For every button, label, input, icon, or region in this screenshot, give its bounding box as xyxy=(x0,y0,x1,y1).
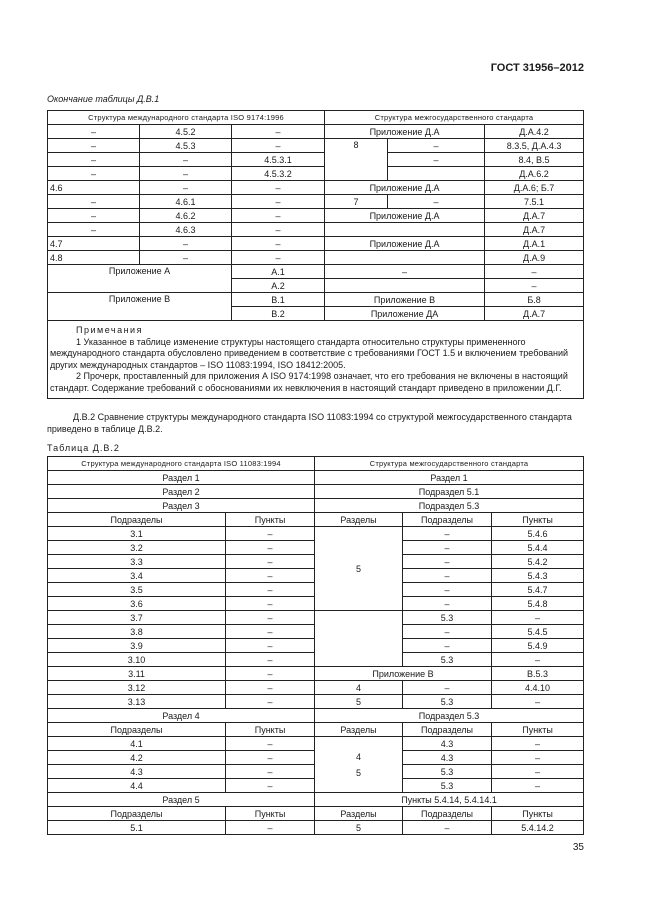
cell: – xyxy=(48,153,140,167)
cell: 3.9 xyxy=(48,639,226,653)
cell: 3.3 xyxy=(48,555,226,569)
table-row xyxy=(48,681,584,695)
cell: – xyxy=(232,125,325,139)
cell xyxy=(325,223,485,237)
cell: – xyxy=(226,555,315,569)
cell: Б.8 xyxy=(485,293,584,307)
cell: Раздел 2 xyxy=(48,485,315,499)
cell: 4.5.2 xyxy=(140,125,232,139)
cell: Подразделы xyxy=(48,513,226,527)
cell: Раздел 5 xyxy=(48,793,315,807)
notes-cell xyxy=(48,321,584,399)
cell: – xyxy=(226,779,315,793)
cell: 5.4.4 xyxy=(492,541,584,555)
cell: 4.1 xyxy=(48,737,226,751)
cell: 5.4.14.2 xyxy=(492,821,584,835)
cell: Пункты xyxy=(226,513,315,527)
cell-line: 5 xyxy=(356,767,362,778)
section-row xyxy=(48,793,584,807)
cell: – xyxy=(48,125,140,139)
cell: – xyxy=(388,195,485,209)
cell: Пункты xyxy=(492,513,584,527)
notes-title: Примечания xyxy=(76,325,143,335)
doc-header: ГОСТ 31956–2012 xyxy=(490,62,584,74)
table-row xyxy=(48,667,584,681)
cell: – xyxy=(226,695,315,709)
cell: Раздел 1 xyxy=(315,471,584,485)
note-1: 1 Указанное в таблице изменение структуры настоящего стандарта относительно структуры примененного международного стандарта обусловлено приведением в соответствие с требованиями ГОСТ 1.5 и включением требований других международных стандартов – ISO 11083:1994, ISO 18412:2005. xyxy=(50,336,569,370)
cell: – xyxy=(226,751,315,765)
cell: – xyxy=(226,611,315,625)
cell: – xyxy=(403,597,492,611)
cell: Д.А.7 xyxy=(485,223,584,237)
cell: – xyxy=(403,639,492,653)
cell: – xyxy=(226,583,315,597)
cell: Приложение Д.А xyxy=(325,181,485,195)
cell: 5.4.3 xyxy=(492,569,584,583)
cell: 4.5.3 xyxy=(140,139,232,153)
cell: – xyxy=(48,167,140,181)
cell: 3.6 xyxy=(48,597,226,611)
cell: 3.1 xyxy=(48,527,226,541)
cell: 5.3 xyxy=(403,695,492,709)
cell: Пункты xyxy=(492,723,584,737)
table-row xyxy=(48,195,584,209)
cell: Подразделы xyxy=(403,807,492,821)
table-row xyxy=(48,223,584,237)
cell: Пункты xyxy=(492,807,584,821)
cell: – xyxy=(485,265,584,279)
cell: 5.4.9 xyxy=(492,639,584,653)
table2-caption: Таблица Д.В.2 xyxy=(47,443,120,453)
cell: В.2 xyxy=(232,307,325,321)
cell-line: 4 xyxy=(356,751,362,762)
section-row xyxy=(48,709,584,723)
cell: – xyxy=(226,737,315,751)
cell: Раздел 3 xyxy=(48,499,315,513)
note-2: 2 Прочерк, проставленный для приложения А ISO 9174:1998 означает, что его требования не включены в настоящий стандарт. Содержание требований с обоснованиями их невключения в настоящий стандарт приведено в приложении Д.Г. xyxy=(50,371,568,393)
header-international: Структура международного стандарта ISO 11083:1994 xyxy=(48,457,315,471)
cell: 5 xyxy=(315,821,403,835)
cell: – xyxy=(403,555,492,569)
cell: – xyxy=(492,611,584,625)
cell: – xyxy=(48,209,140,223)
cell: – xyxy=(226,681,315,695)
cell: В.1 xyxy=(232,293,325,307)
cell: 5.3 xyxy=(403,611,492,625)
table-row xyxy=(48,695,584,709)
column-header-row xyxy=(48,513,584,527)
cell: Пункты xyxy=(226,807,315,821)
cell: 4.3 xyxy=(403,737,492,751)
cell: Приложение В xyxy=(325,293,485,307)
cell: Подраздел 5.3 xyxy=(315,709,584,723)
table-row xyxy=(48,125,584,139)
cell: – xyxy=(48,223,140,237)
cell: – xyxy=(232,139,325,153)
cell: – xyxy=(403,583,492,597)
cell: – xyxy=(226,541,315,555)
cell: 7 xyxy=(325,195,388,209)
table-row xyxy=(48,293,584,307)
cell: – xyxy=(226,821,315,835)
cell: – xyxy=(226,527,315,541)
cell: – xyxy=(140,167,232,181)
cell: Приложение Д.А xyxy=(325,209,485,223)
cell: 4.3 xyxy=(403,751,492,765)
cell: – xyxy=(492,737,584,751)
cell: – xyxy=(492,751,584,765)
cell: Д.А.7 xyxy=(485,209,584,223)
cell: 5.3 xyxy=(403,779,492,793)
cell: 4.6.3 xyxy=(140,223,232,237)
cell: 5 xyxy=(315,527,403,611)
cell: 4.6 xyxy=(48,181,140,195)
cell: – xyxy=(492,779,584,793)
cell xyxy=(325,251,485,265)
cell: – xyxy=(325,265,485,279)
table-row xyxy=(48,139,584,153)
cell: Разделы xyxy=(315,723,403,737)
cell: – xyxy=(232,223,325,237)
cell: Приложение В xyxy=(315,667,492,681)
cell: Д.А.7 xyxy=(485,307,584,321)
cell: Пункты 5.4.14, 5.4.14.1 xyxy=(315,793,584,807)
table-row xyxy=(48,167,584,181)
cell: – xyxy=(403,541,492,555)
cell: А.2 xyxy=(232,279,325,293)
table-header-row xyxy=(48,457,584,471)
cell: 3.2 xyxy=(48,541,226,555)
section-row xyxy=(48,471,584,485)
cell: 5.3 xyxy=(403,765,492,779)
cell: Д.А.6; Б.7 xyxy=(485,181,584,195)
cell: 4.6.1 xyxy=(140,195,232,209)
cell: – xyxy=(48,195,140,209)
table-row xyxy=(48,265,584,279)
cell: Подраздел 5.3 xyxy=(315,499,584,513)
cell xyxy=(325,279,485,293)
cell: – xyxy=(492,653,584,667)
cell: Подразделы xyxy=(48,723,226,737)
cell: – xyxy=(485,279,584,293)
cell: Разделы xyxy=(315,513,403,527)
column-header-row xyxy=(48,723,584,737)
cell xyxy=(315,737,403,793)
header-interstate: Структура межгосударственного стандарта xyxy=(315,457,584,471)
cell: Подразделы xyxy=(403,723,492,737)
cell: 4.7 xyxy=(48,237,140,251)
cell: – xyxy=(226,569,315,583)
cell: 4.6.2 xyxy=(140,209,232,223)
header-international: Структура международного стандарта ISO 9174:1996 xyxy=(48,111,325,125)
cell: 4 xyxy=(315,681,403,695)
cell: – xyxy=(140,181,232,195)
cell: 3.4 xyxy=(48,569,226,583)
cell: 5.4.8 xyxy=(492,597,584,611)
cell: 5.4.5 xyxy=(492,625,584,639)
table-row xyxy=(48,821,584,835)
table-row xyxy=(48,611,584,625)
page-number: 35 xyxy=(572,842,584,853)
cell: – xyxy=(226,639,315,653)
cell: Приложение Д.А xyxy=(325,237,485,251)
cell: Д.А.1 xyxy=(485,237,584,251)
section-row xyxy=(48,499,584,513)
cell: – xyxy=(403,569,492,583)
cell: – xyxy=(388,139,485,153)
cell: – xyxy=(48,139,140,153)
cell: Подраздел 5.1 xyxy=(315,485,584,499)
table-row xyxy=(48,209,584,223)
cell: – xyxy=(232,195,325,209)
cell: – xyxy=(388,153,485,167)
cell: 8 xyxy=(325,139,388,181)
cell: 8.4, В.5 xyxy=(485,153,584,167)
table-header-row xyxy=(48,111,584,125)
cell: Д.А.4.2 xyxy=(485,125,584,139)
cell: – xyxy=(492,765,584,779)
cell: 5.4.2 xyxy=(492,555,584,569)
cell: 4.8 xyxy=(48,251,140,265)
cell: 4.4.10 xyxy=(492,681,584,695)
cell xyxy=(388,167,485,181)
cell: – xyxy=(403,527,492,541)
cell: – xyxy=(403,821,492,835)
cell: 3.7 xyxy=(48,611,226,625)
table-row xyxy=(48,153,584,167)
table-row xyxy=(48,251,584,265)
cell: 7.5.1 xyxy=(485,195,584,209)
cell: – xyxy=(226,625,315,639)
header-interstate: Структура межгосударственного стандарта xyxy=(325,111,584,125)
cell: – xyxy=(232,251,325,265)
cell: 4.4 xyxy=(48,779,226,793)
cell: 3.8 xyxy=(48,625,226,639)
cell: Пункты xyxy=(226,723,315,737)
cell: 3.5 xyxy=(48,583,226,597)
cell: 8.3.5, Д.А.4.3 xyxy=(485,139,584,153)
section-row xyxy=(48,485,584,499)
cell: 5.3 xyxy=(403,653,492,667)
cell xyxy=(315,611,403,667)
cell: Приложение В xyxy=(48,293,232,321)
cell: Подразделы xyxy=(403,513,492,527)
cell: Раздел 4 xyxy=(48,709,315,723)
cell: – xyxy=(140,153,232,167)
cell: В.5.3 xyxy=(492,667,584,681)
cell: Подразделы xyxy=(48,807,226,821)
column-header-row xyxy=(48,807,584,821)
cell: – xyxy=(403,681,492,695)
cell: – xyxy=(226,667,315,681)
cell: – xyxy=(226,765,315,779)
table-db1-end xyxy=(47,110,584,399)
cell: – xyxy=(226,653,315,667)
cell: – xyxy=(403,625,492,639)
cell: Д.А.9 xyxy=(485,251,584,265)
cell: Разделы xyxy=(315,807,403,821)
table-db2 xyxy=(47,456,584,835)
cell: 3.13 xyxy=(48,695,226,709)
cell: Раздел 1 xyxy=(48,471,315,485)
cell: – xyxy=(232,209,325,223)
paragraph-db2: Д.В.2 Сравнение структуры международного стандарта ISO 11083:1994 со структурой межгосударственного стандарта приведено в таблице Д.В.2. xyxy=(47,412,572,434)
cell: – xyxy=(232,181,325,195)
table-row xyxy=(48,181,584,195)
cell: 5 xyxy=(315,695,403,709)
cell: Д.А.6.2 xyxy=(485,167,584,181)
table-row xyxy=(48,237,584,251)
cell: 4.2 xyxy=(48,751,226,765)
table1-continuation-title: Окончание таблицы Д.В.1 xyxy=(47,94,160,104)
cell: 3.12 xyxy=(48,681,226,695)
cell: Приложение Д.А xyxy=(325,125,485,139)
cell: 3.11 xyxy=(48,667,226,681)
cell: 4.3 xyxy=(48,765,226,779)
table-row xyxy=(48,527,584,541)
cell: 4.5.3.1 xyxy=(232,153,325,167)
cell: – xyxy=(226,597,315,611)
cell: – xyxy=(492,695,584,709)
cell: 5.1 xyxy=(48,821,226,835)
cell: – xyxy=(140,237,232,251)
cell: – xyxy=(140,251,232,265)
cell: 5.4.7 xyxy=(492,583,584,597)
cell: – xyxy=(232,237,325,251)
table-row xyxy=(48,737,584,751)
cell: 5.4.6 xyxy=(492,527,584,541)
cell: А.1 xyxy=(232,265,325,279)
cell: 3.10 xyxy=(48,653,226,667)
cell: 4.5.3.2 xyxy=(232,167,325,181)
notes-row xyxy=(48,321,584,399)
cell: Приложение А xyxy=(48,265,232,293)
cell: Приложение ДА xyxy=(325,307,485,321)
